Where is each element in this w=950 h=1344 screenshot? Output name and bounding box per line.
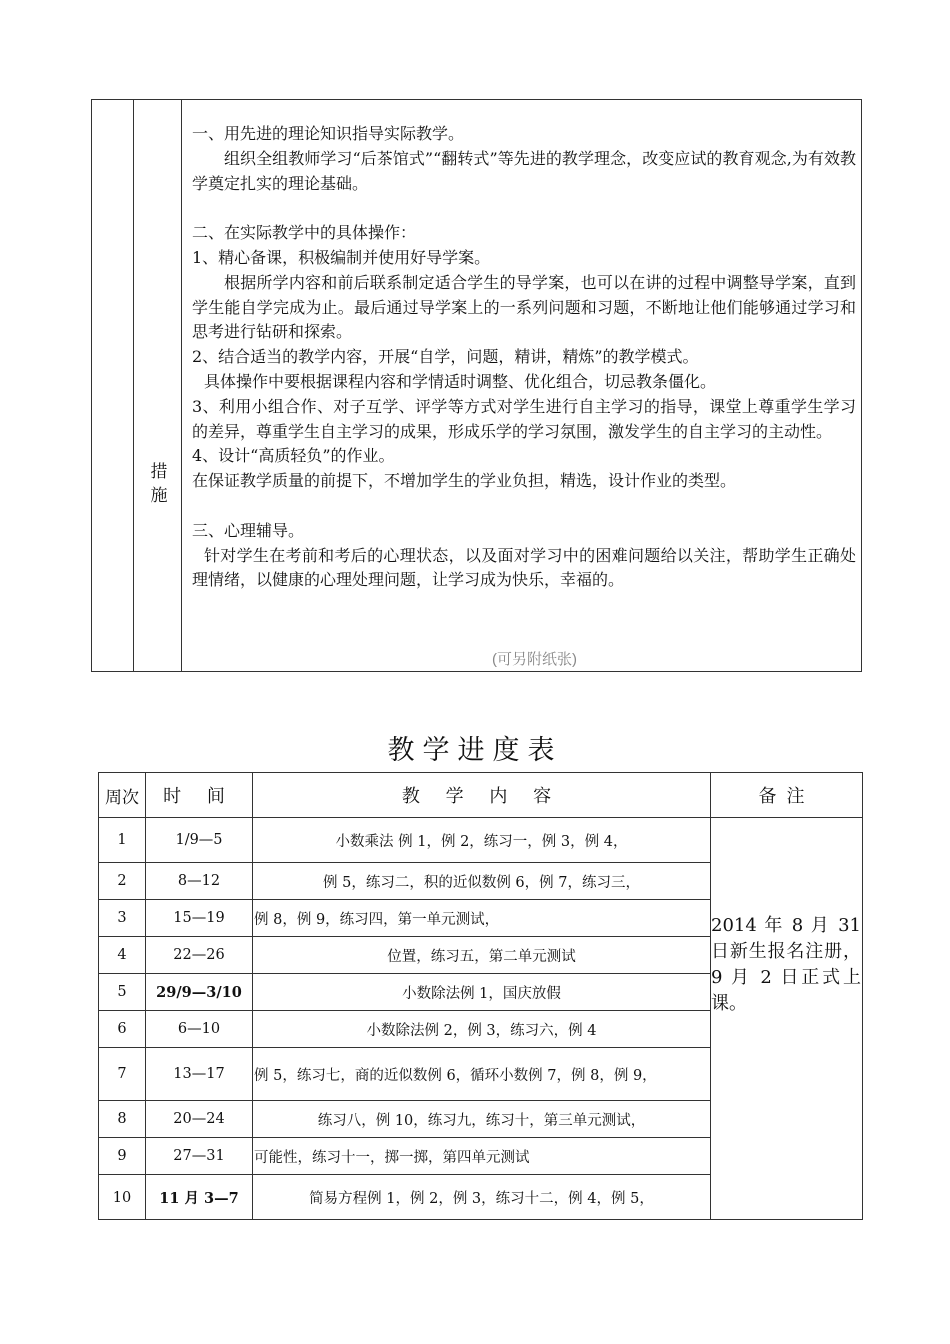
attach-paper-note: (可另附纸张) [492, 651, 577, 668]
week-cell: 9 [117, 1148, 127, 1164]
measures-label: 措施 [150, 462, 168, 506]
header-content: 教 学 内 容 [401, 786, 562, 807]
schedule-divider [252, 773, 253, 1219]
time-cell: 13—17 [173, 1066, 225, 1082]
content-cell: 例 8，例 9，练习四，第一单元测试， [254, 911, 500, 928]
week-cell: 5 [117, 984, 127, 1000]
content-cell: 可能性，练习十一，掷一掷，第四单元测试 [254, 1149, 530, 1166]
content-cell: 例 5，练习七，商的近似数例 6，循环小数例 7，例 8，例 9， [254, 1067, 657, 1084]
time-cell: 29/9—3/10 [156, 983, 242, 1001]
content-cell: 简易方程例 1，例 2，例 3，练习十二，例 4，例 5， [309, 1191, 654, 1207]
time-cell: 22—26 [173, 947, 225, 963]
week-cell: 10 [112, 1189, 132, 1206]
time-cell: 6—10 [177, 1021, 221, 1037]
week-cell: 2 [117, 873, 127, 889]
header-week: 周次 [105, 787, 139, 808]
time-cell: 8—12 [177, 873, 221, 889]
measures-paragraph: 根据所学内容和前后联系制定适合学生的导学案，也可以在讲的过程中调整导学案，直到学生能自学完成为止。最后通过导学案上的一系列问题和习题，不断地让他们能够通过学习和思考进行钻研和探索。 [192, 272, 856, 342]
schedule-title: 教学进度表 [387, 735, 563, 766]
week-cell: 7 [117, 1066, 127, 1082]
measures-paragraph: 一、用先进的理论知识指导实际教学。 [192, 124, 465, 143]
measures-blank-column [92, 100, 134, 671]
measures-paragraph: 具体操作中要根据课程内容和学情适时调整、优化组合，切忌教条僵化。 [204, 371, 717, 391]
measures-paragraph: 在保证教学质量的前提下，不增加学生的学业负担，精选，设计作业的类型。 [192, 471, 737, 491]
content-cell: 练习八，例 10，练习九，练习十，第三单元测试， [317, 1112, 646, 1129]
time-cell: 11 月 3—7 [159, 1190, 239, 1207]
measures-paragraph: 4、设计“高质轻负”的作业。 [192, 446, 395, 466]
week-cell: 3 [117, 910, 127, 926]
content-cell: 小数除法例 2，例 3，练习六，例 4 [366, 1022, 597, 1039]
content-cell: 例 5，练习二，积的近似数例 6，例 7，练习三， [322, 874, 640, 891]
measures-paragraph: 三、心理辅导。 [192, 520, 305, 540]
content-cell: 位置，练习五，第二单元测试 [387, 948, 576, 965]
remark-cell: 2014 年 8 月 31 日新生报名注册，9 月 2 日正式上课。 [711, 915, 861, 1014]
blank-line [192, 196, 856, 221]
content-cell: 小数除法例 1，国庆放假 [402, 985, 561, 1002]
measures-content [192, 122, 856, 593]
schedule-table [98, 772, 863, 1220]
time-cell: 15—19 [173, 910, 225, 926]
measures-paragraph: 针对学生在考前和考后的心理状态，以及面对学习中的困难问题给以关注，帮助学生正确处理情绪，以健康的心理处理问题，让学习成为快乐，幸福的。 [192, 545, 856, 590]
content-cell: 小数乘法 例 1，例 2，练习一，例 3，例 4， [335, 833, 628, 850]
measures-label-column [134, 100, 182, 671]
measures-paragraph: 二、在实际教学中的具体操作： [192, 223, 417, 243]
week-cell: 1 [117, 832, 127, 848]
blank-line [192, 494, 856, 519]
time-cell: 1/9—5 [175, 832, 223, 848]
measures-paragraph: 2、结合适当的教学内容，开展“自学，问题，精讲，精炼”的教学模式。 [192, 347, 699, 367]
measures-paragraph: 1、精心备课，积极编制并使用好导学案。 [192, 247, 491, 267]
measures-paragraph: 组织全组教师学习“后茶馆式”“翻转式”等先进的教学理念，改变应试的教育观念,为有效教学奠定扎实的理论基础。 [192, 148, 856, 193]
week-cell: 8 [117, 1111, 127, 1127]
time-cell: 20—24 [173, 1111, 225, 1127]
header-time: 时 间 [163, 786, 235, 807]
week-cell: 4 [117, 947, 127, 963]
header-remark: 备注 [758, 786, 815, 807]
measures-table [91, 99, 862, 672]
time-cell: 27—31 [173, 1148, 225, 1164]
measures-paragraph: 3、利用小组合作、对子互学、评学等方式对学生进行自主学习的指导，课堂上尊重学生学习的差异，尊重学生自主学习的成果，形成乐学的学习氛围，激发学生的自主学习的主动性。 [192, 396, 856, 441]
week-cell: 6 [117, 1021, 127, 1037]
